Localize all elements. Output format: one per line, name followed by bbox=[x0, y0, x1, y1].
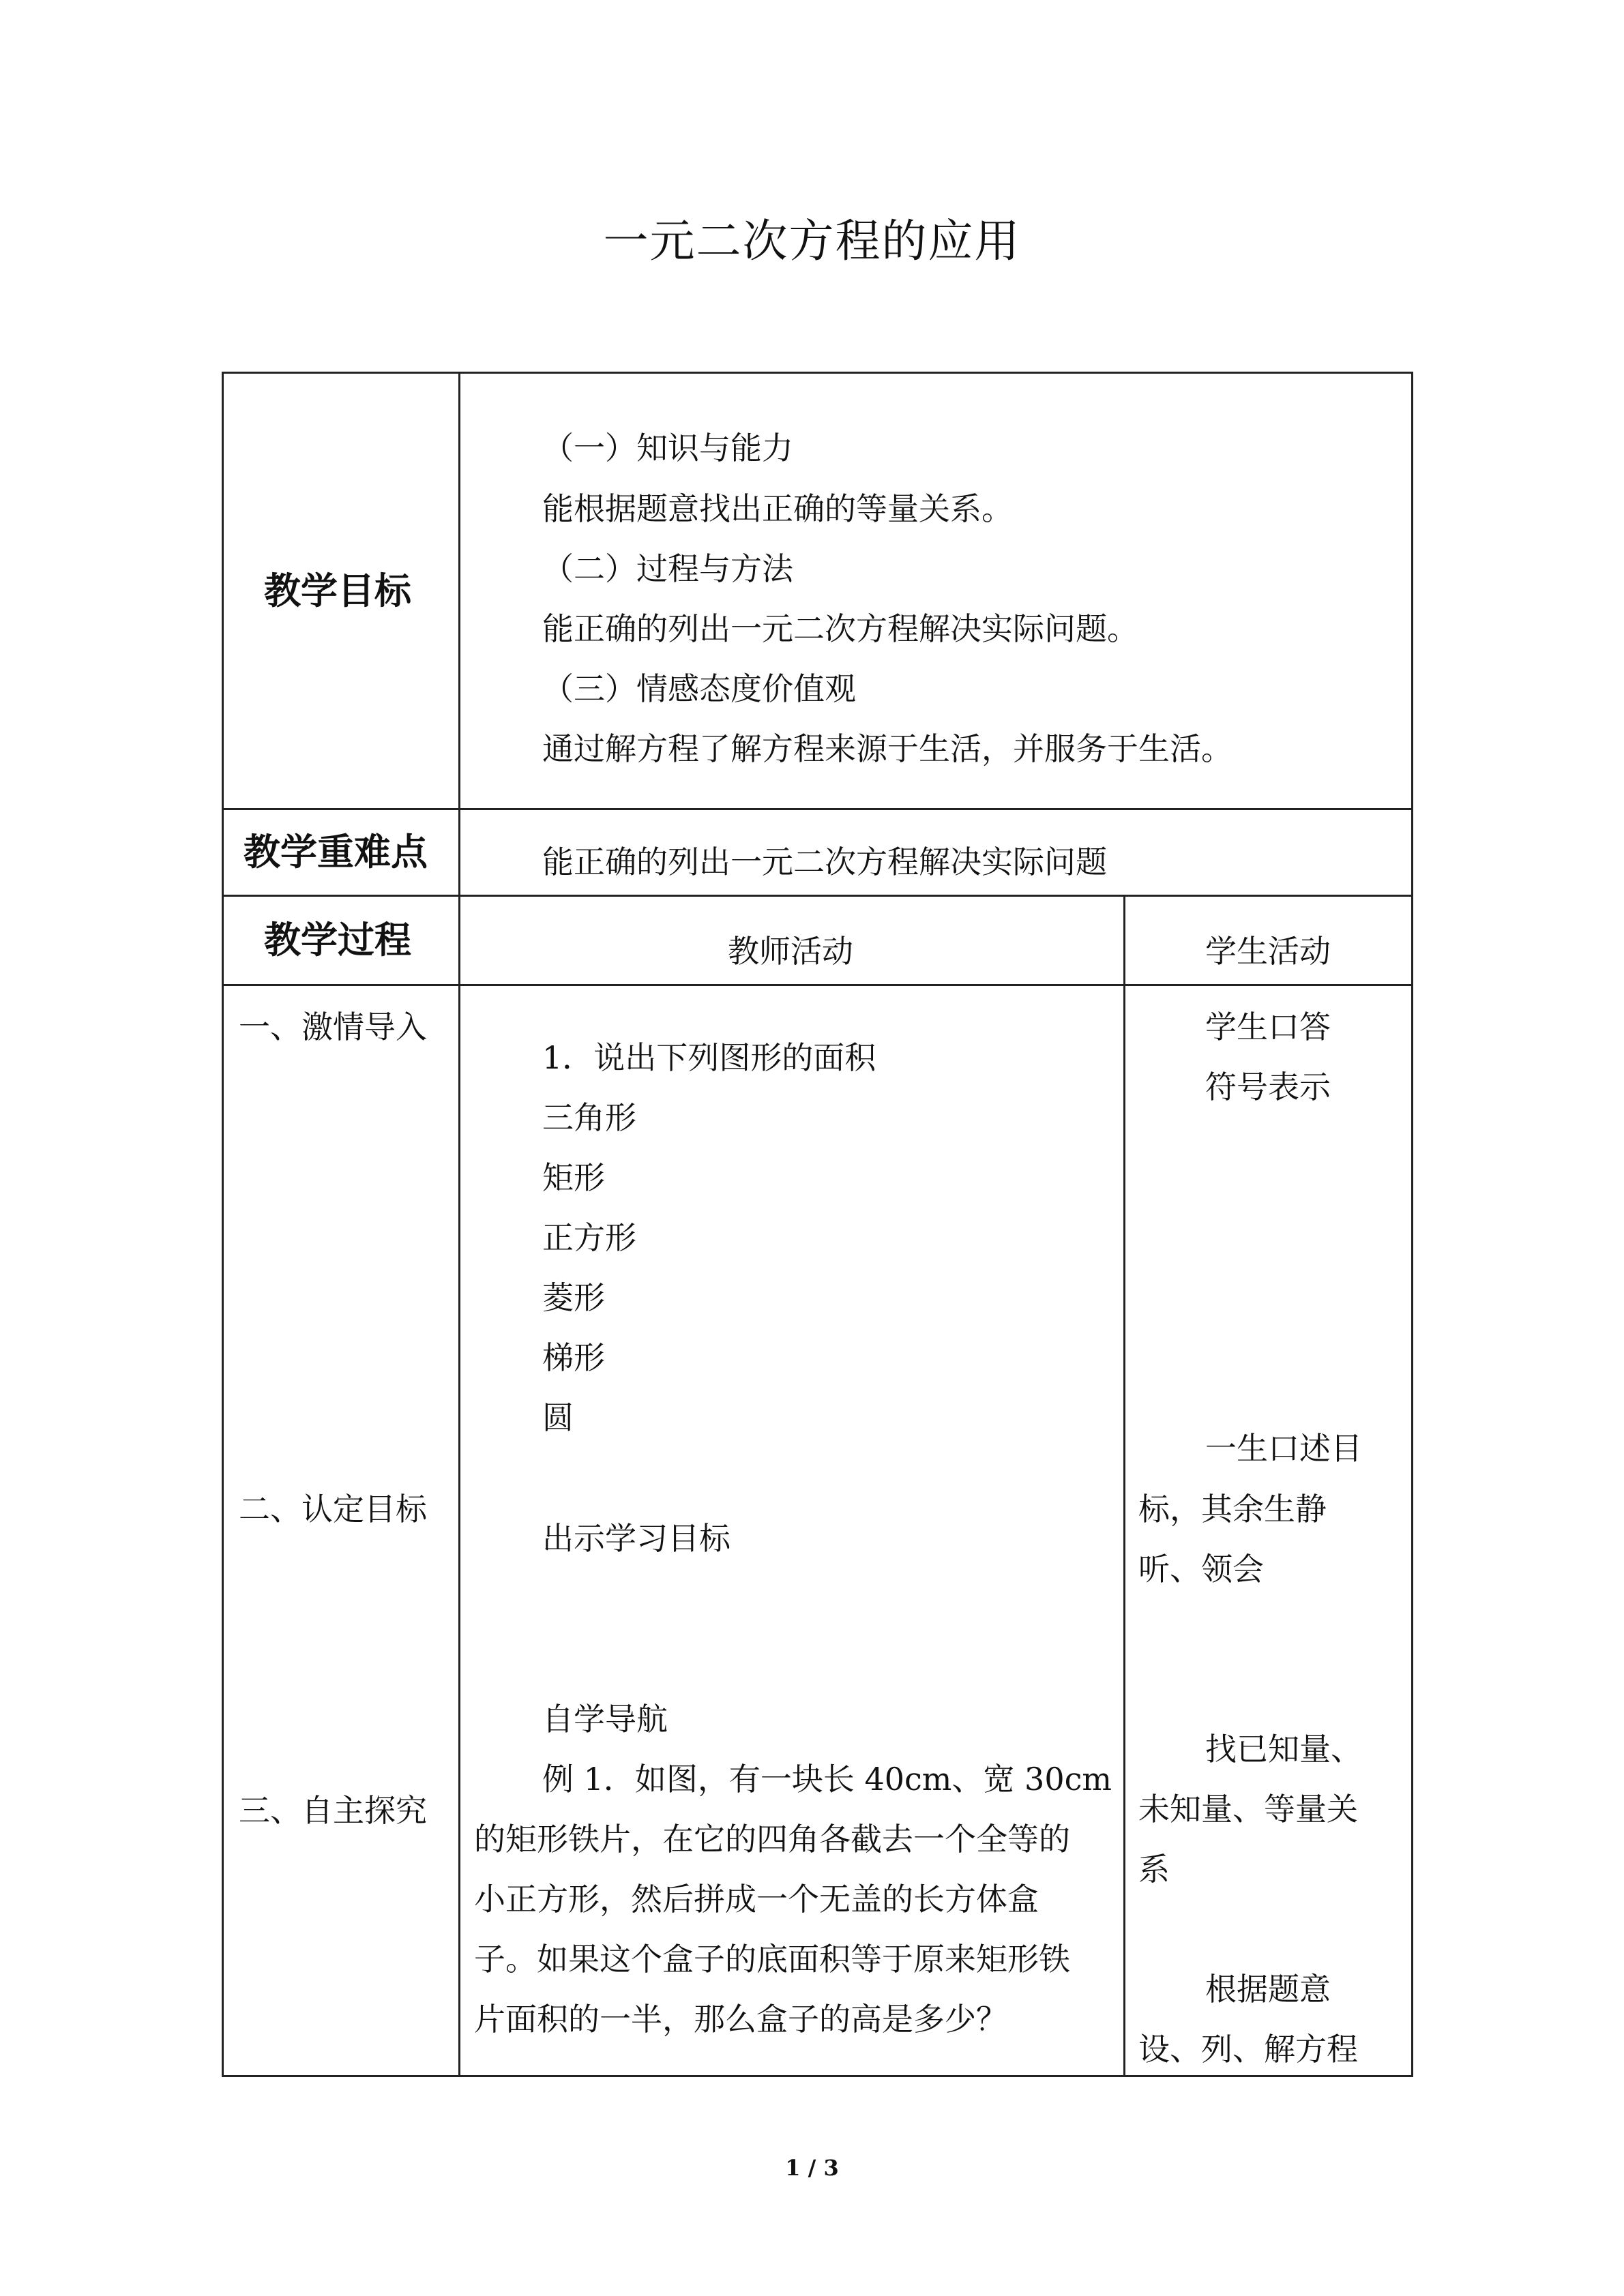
table-divider-keypoints bbox=[222, 895, 1413, 897]
goals-header: 教学目标 bbox=[264, 569, 411, 612]
teacher-activity-line: 正方形 bbox=[542, 1219, 636, 1256]
process-header: 教学过程 bbox=[264, 919, 411, 961]
key-points-header: 教学重难点 bbox=[243, 831, 428, 874]
student-activity-header: 学生活动 bbox=[1205, 933, 1331, 970]
student-activity-line: 找已知量、 bbox=[1205, 1731, 1362, 1768]
teacher-activity-line: 小正方形，然后拼成一个无盖的长方体盒 bbox=[474, 1881, 1039, 1918]
teacher-activity-line: 子。如果这个盒子的底面积等于原来矩形铁 bbox=[474, 1941, 1070, 1978]
teacher-activity-line: 出示学习目标 bbox=[542, 1520, 730, 1557]
teacher-activity-line: 自学导航 bbox=[542, 1701, 668, 1738]
table-border-top bbox=[222, 372, 1413, 374]
key-points-content: 能正确的列出一元二次方程解决实际问题 bbox=[542, 844, 1107, 880]
teacher-activity-line: 片面积的一半，那么盒子的高是多少？ bbox=[474, 2001, 1007, 2038]
page-title: 一元二次方程的应用 bbox=[603, 215, 1021, 267]
student-activity-line: 标，其余生静 bbox=[1138, 1491, 1327, 1527]
teacher-activity-line: 矩形 bbox=[542, 1159, 605, 1196]
goals-line: （一）知识与能力 bbox=[542, 430, 793, 466]
goals-line: 通过解方程了解方程来源于生活，并服务于生活。 bbox=[542, 730, 1232, 767]
goals-line: （二）过程与方法 bbox=[542, 550, 793, 587]
teacher-activity-line: 菱形 bbox=[542, 1279, 605, 1316]
table-column-divider-2 bbox=[1123, 895, 1125, 2077]
teacher-activity-line: 梯形 bbox=[542, 1339, 605, 1376]
page-number: 1 / 3 bbox=[785, 2155, 839, 2181]
goals-line: （三）情感态度价值观 bbox=[542, 670, 856, 707]
teacher-activity-line: 三角形 bbox=[542, 1099, 636, 1136]
table-border-left bbox=[222, 372, 224, 2077]
student-activity-line: 学生口答 bbox=[1205, 1009, 1331, 1045]
table-divider-process-header bbox=[222, 984, 1413, 986]
student-activity-line: 未知量、等量关 bbox=[1138, 1791, 1358, 1828]
student-activity-line: 系 bbox=[1138, 1851, 1170, 1888]
student-activity-line: 符号表示 bbox=[1205, 1069, 1331, 1105]
student-activity-line: 听、领会 bbox=[1138, 1551, 1264, 1587]
teacher-activity-header: 教师活动 bbox=[728, 933, 853, 970]
stage-label: 三、自主探究 bbox=[239, 1792, 427, 1829]
teacher-activity-line: 1．说出下列图形的面积 bbox=[542, 1039, 876, 1076]
teacher-activity-line: 圆 bbox=[542, 1399, 574, 1436]
table-column-divider-1 bbox=[458, 372, 460, 2077]
goals-line: 能正确的列出一元二次方程解决实际问题。 bbox=[542, 610, 1138, 647]
teacher-activity-line: 例 1．如图，有一块长 40cm、宽 30cm bbox=[542, 1761, 1112, 1798]
stage-label: 二、认定目标 bbox=[239, 1491, 427, 1527]
teacher-activity-line: 的矩形铁片，在它的四角各截去一个全等的 bbox=[474, 1821, 1070, 1858]
stage-label: 一、激情导入 bbox=[239, 1009, 427, 1045]
table-divider-goals bbox=[222, 808, 1413, 810]
student-activity-line: 根据题意 bbox=[1205, 1971, 1331, 2008]
goals-line: 能根据题意找出正确的等量关系。 bbox=[542, 490, 1013, 527]
student-activity-line: 一生口述目 bbox=[1205, 1430, 1362, 1467]
table-border-bottom bbox=[222, 2075, 1413, 2077]
student-activity-line: 设、列、解方程 bbox=[1138, 2031, 1358, 2068]
table-border-right bbox=[1411, 372, 1413, 2077]
